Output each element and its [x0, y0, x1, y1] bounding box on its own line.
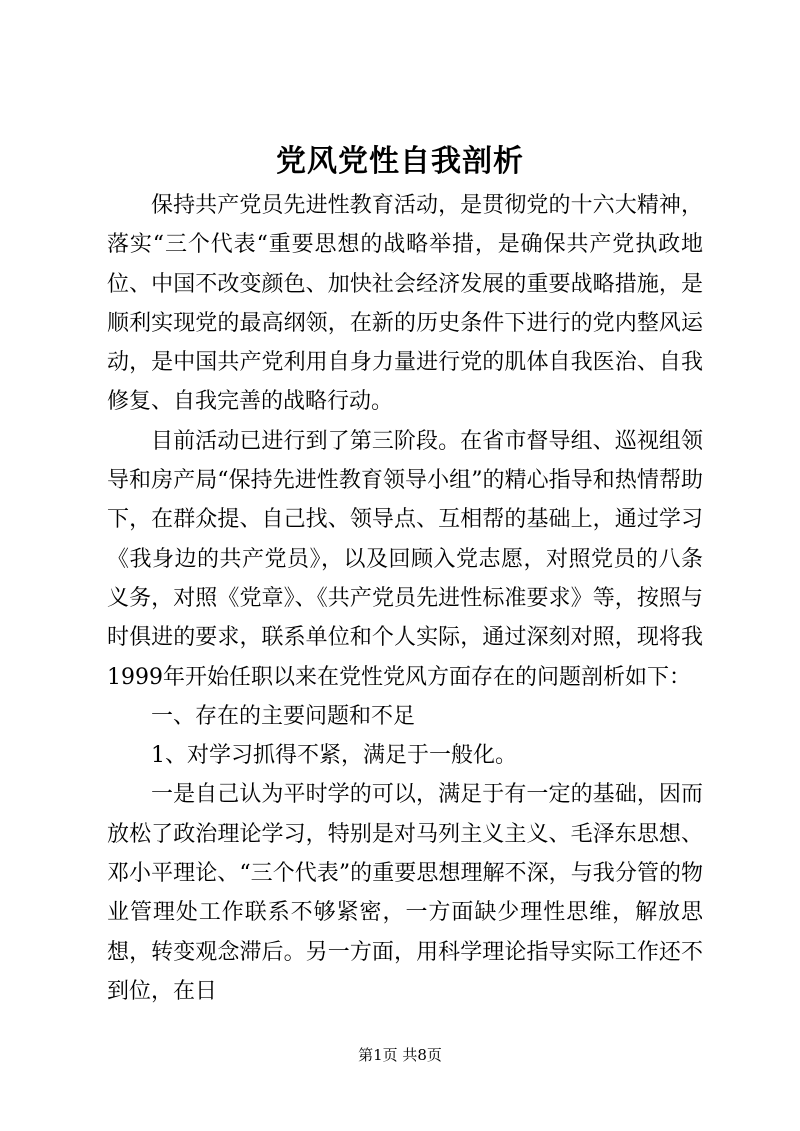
document-body — [107, 186, 703, 1011]
subsection-heading-study: 1、对学习抓得不紧，满足于一般化。 — [151, 743, 517, 769]
section-heading-problems: 一、存在的主要问题和不足 — [151, 703, 416, 729]
document-title: 党风党性自我剖析 — [276, 144, 524, 179]
paragraph-intro: 保持共产党员先进性教育活动，是贯彻党的十六大精神，落实“三个代表“重要思想的战略举措，是确保共产党执政地位、中国不改变颜色、加快社会经济发展的重要战略措施，是顺利实现党的最高纲领，在新的历史条件下进行的党内整风运动，是中国共产党利用自身力量进行党的肌体自我医治、自我修复、自我完善的战略行动。 — [107, 193, 703, 415]
page-number-footer: 第1页 共8页 — [358, 1046, 442, 1064]
paragraph-stage: 目前活动已进行到了第三阶段。在省市督导组、巡视组领导和房产局“保持先进性教育领导小组”的精心指导和热情帮助下，在群众提、自己找、领导点、互相帮的基础上，通过学习《我身边的共产党员》，以及回顾入党志愿，对照党员的八条义务，对照《党章》、《共产党员先进性标准要求》等，按照与时俱进的要求，联系单位和个人实际，通过深刻对照，现将我1999年开始任职以来在党性党风方面存在的问题剖析如下： — [107, 428, 703, 690]
paragraph-study-detail: 一是自己认为平时学的可以，满足于有一定的基础，因而放松了政治理论学习，特别是对马列主义主义、毛泽东思想、邓小平理论、“三个代表”的重要思想理解不深，与我分管的物业管理处工作联系不够紧密，一方面缺少理性思维，解放思想，转变观念滞后。另一方面，用科学理论指导实际工作还不到位，在日 — [107, 782, 703, 1004]
